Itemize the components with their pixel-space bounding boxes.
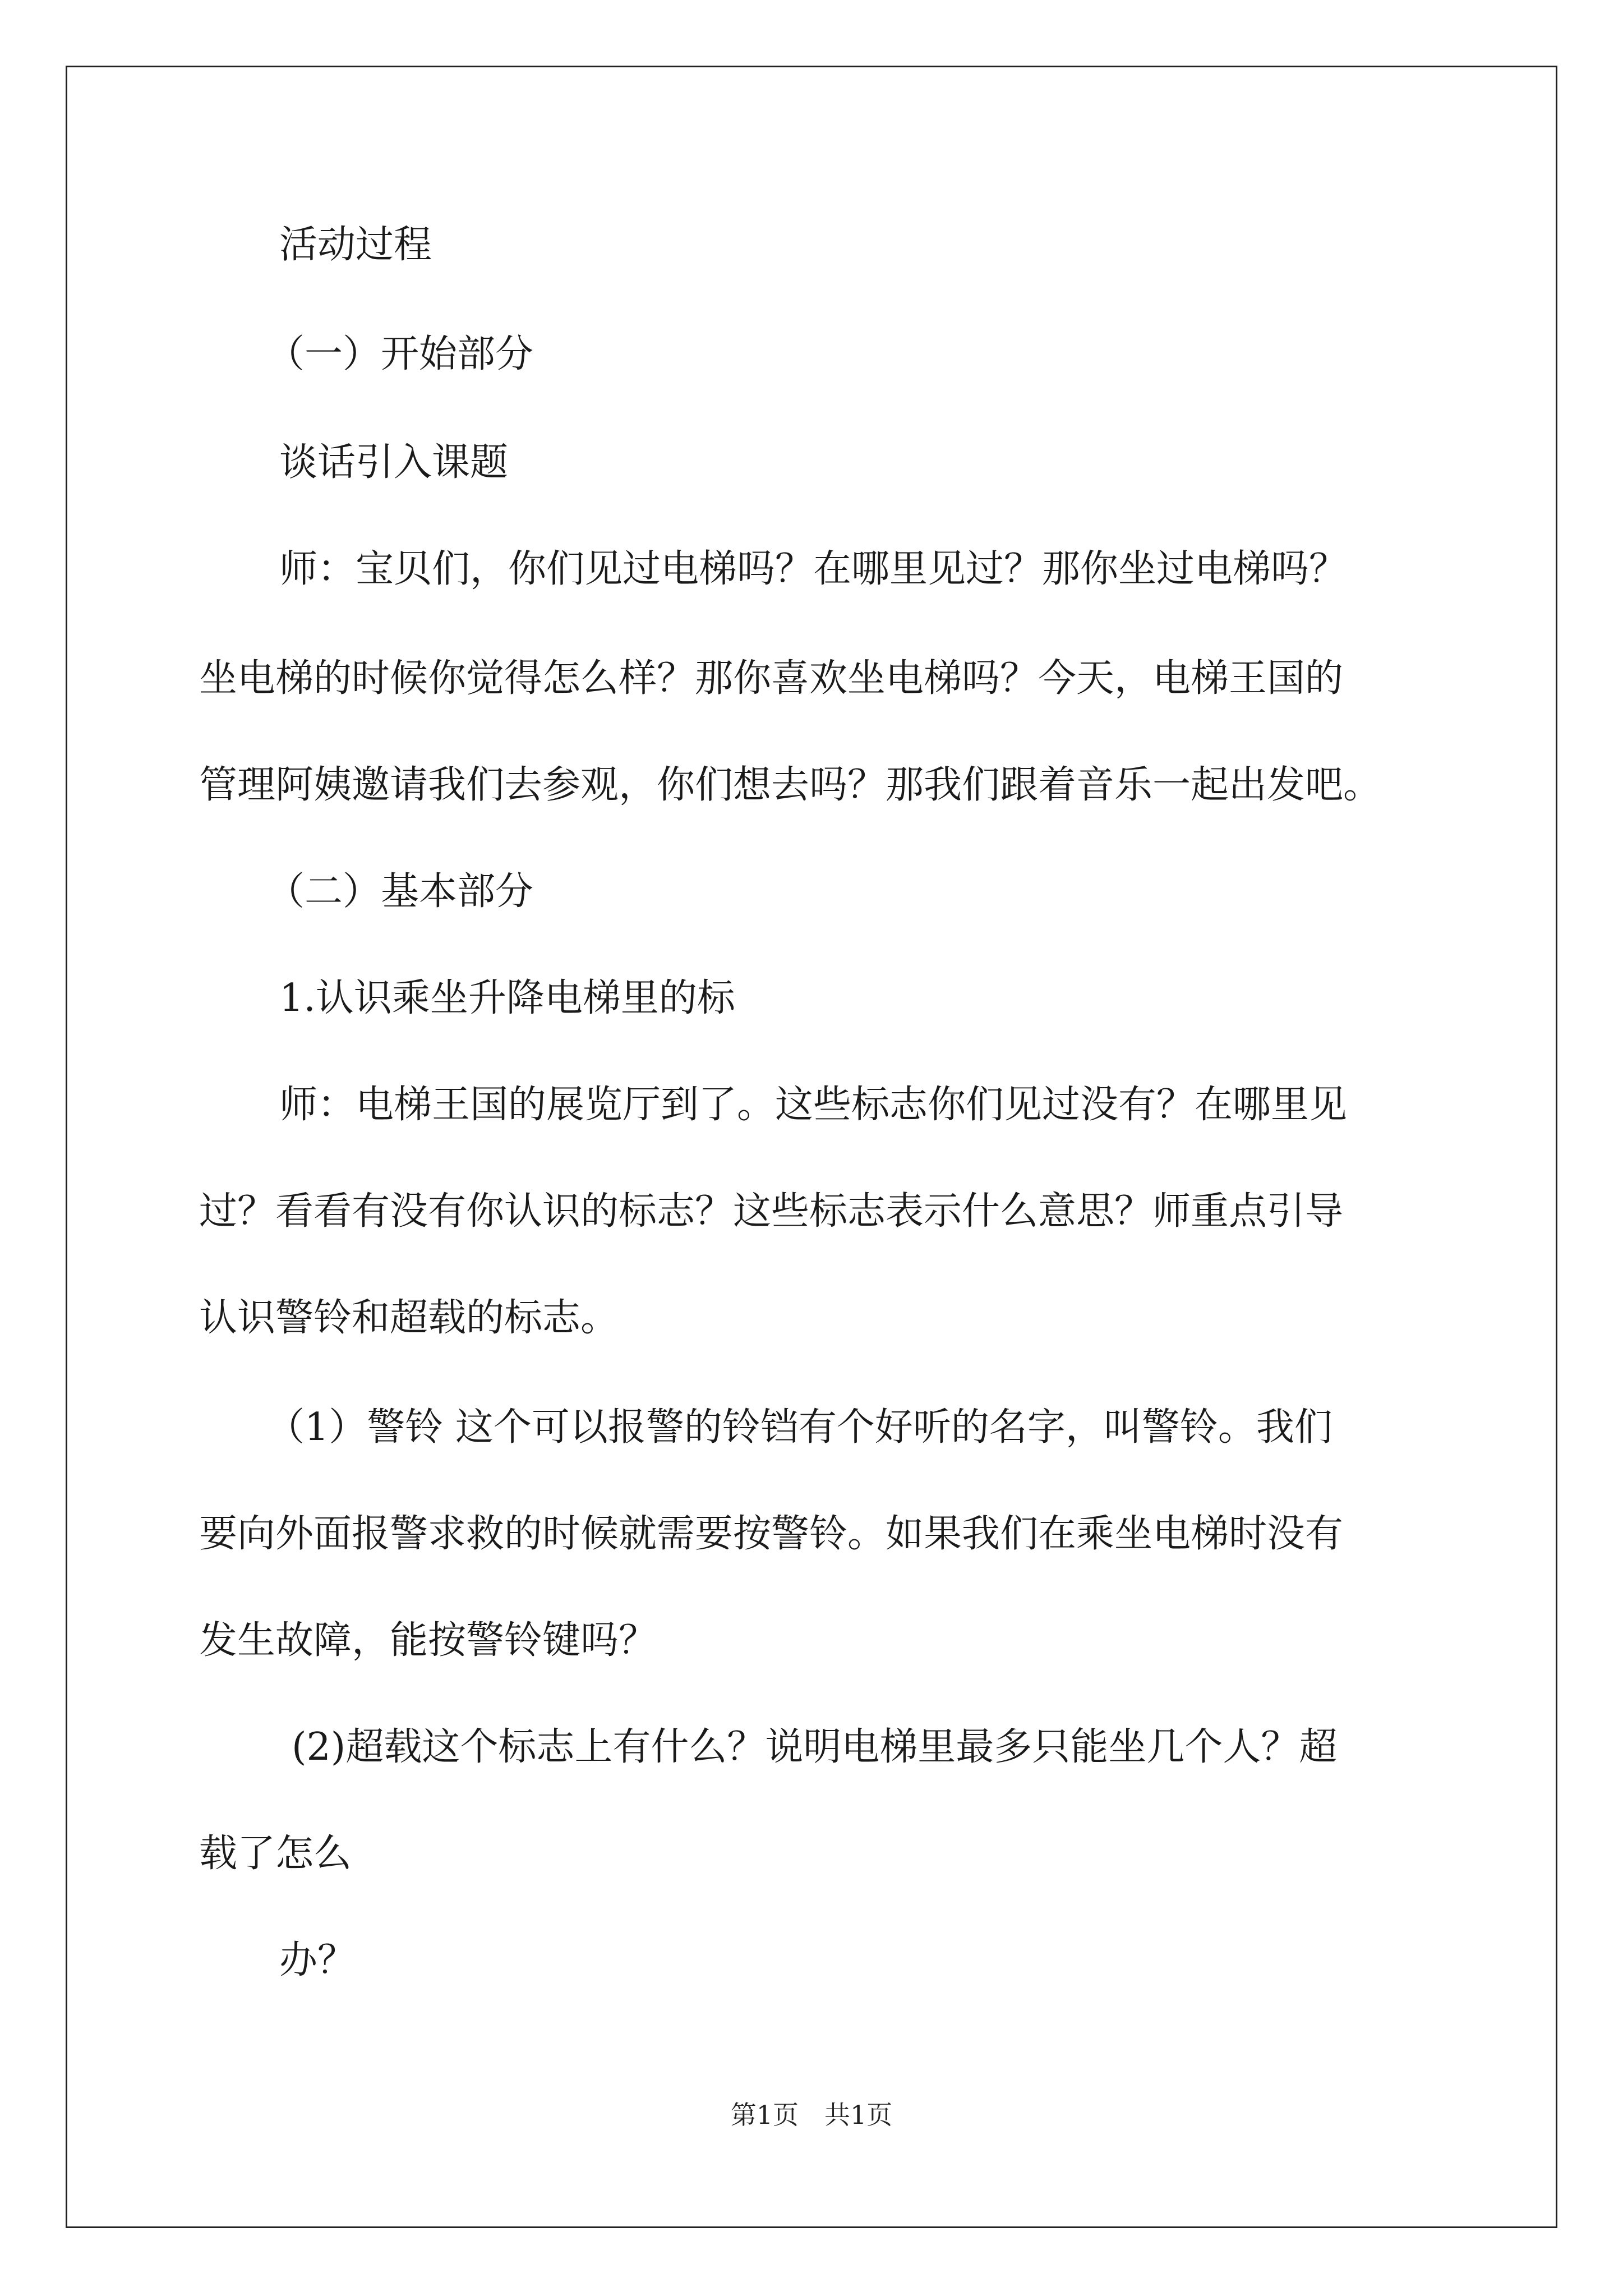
paragraph-line: 发生故障，能按警铃键吗？: [199, 1618, 657, 1663]
paragraph-line: 办？: [279, 1938, 356, 1982]
subheading-topic-intro: 谈话引入课题: [279, 440, 509, 485]
paragraph-line: 载了怎么: [199, 1832, 352, 1876]
paragraph-line: 师：电梯王国的展览厅到了。这些标志你们见过没有？在哪里见: [279, 1083, 1348, 1127]
page-border: [66, 66, 1557, 2228]
paragraph-line: 坐电梯的时候你觉得怎么样？那你喜欢坐电梯吗？今天，电梯王国的: [199, 656, 1344, 701]
paragraph-line: （1）警铃 这个可以报警的铃铛有个好听的名字，叫警铃。我们: [266, 1405, 1332, 1450]
heading-activity-process: 活动过程: [279, 223, 432, 267]
paragraph-line: 管理阿姨邀请我们去参观，你们想去吗？那我们跟着音乐一起出发吧。: [199, 763, 1382, 807]
paragraph-line: 师：宝贝们，你们见过电梯吗？在哪里见过？那你坐过电梯吗？: [279, 547, 1348, 591]
paragraph-line: (2)超载这个标志上有什么？说明电梯里最多只能坐几个人？超: [292, 1725, 1338, 1769]
paragraph-line: 要向外面报警求救的时候就需要按警铃。如果我们在乘坐电梯时没有: [199, 1512, 1344, 1556]
section-heading-basic: （二）基本部分: [266, 869, 534, 914]
section-heading-start: （一）开始部分: [266, 332, 534, 376]
page-number-footer: 第1页 共1页: [730, 2100, 893, 2130]
numbered-item: 1.认识乘坐升降电梯里的标: [279, 976, 735, 1020]
paragraph-line: 认识警铃和超载的标志。: [199, 1296, 619, 1340]
paragraph-line: 过？看看有没有你认识的标志？这些标志表示什么意思？师重点引导: [199, 1189, 1344, 1234]
